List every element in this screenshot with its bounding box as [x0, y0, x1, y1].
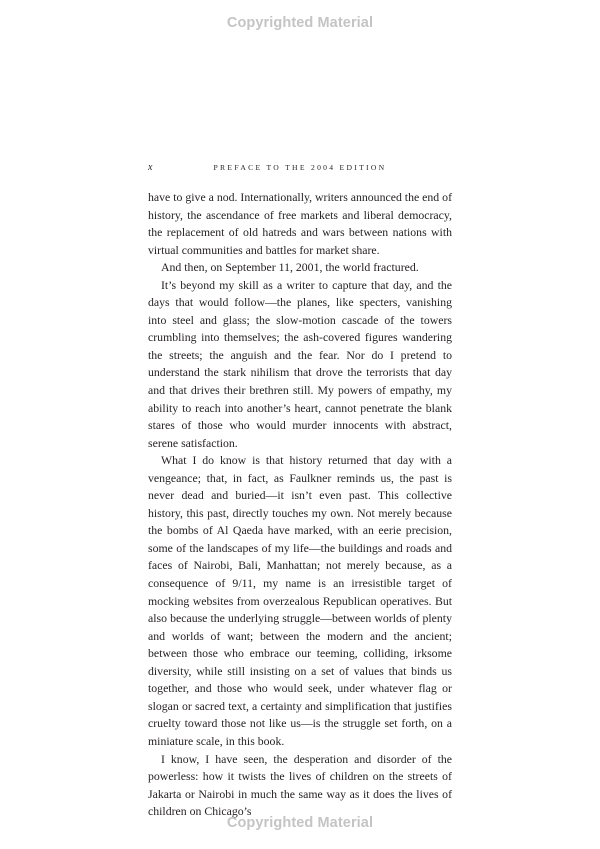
- paragraph: I know, I have seen, the desperation and disorder of the powerless: how it twists the lives of children on the streets of Jakarta or Nairobi in much the same way as it does the lives of children on Chicago’s: [148, 751, 452, 819]
- running-head: [148, 162, 452, 176]
- copyright-watermark-bottom: Copyrighted Material: [226, 815, 374, 831]
- body-text: [148, 189, 452, 821]
- paragraph-continued: have to give a nod. Internationally, writers announced the end of history, the ascendance of free markets and liberal democracy, the replacement of old hatreds and wars between nations with virtual communities and battles for market share.: [148, 190, 452, 257]
- paragraph: And then, on September 11, 2001, the world fractured.: [161, 260, 419, 275]
- page-number: x: [148, 162, 153, 173]
- paragraph: It’s beyond my skill as a writer to capture that day, and the days that would follow—the planes, like specters, vanishing into steel and glass; the slow-motion cascade of the towers crumbling into themselves; the ash-covered figures wandering the streets; the anguish and the fear. Nor do I pretend to understand the stark nihilism that drove the terrorists that day and that drives their brethren still. My powers of empathy, my ability to reach into another’s heart, cannot penetrate the blank stares of those who would murder innocents with abstract, serene satisfaction.: [148, 277, 452, 450]
- copyright-watermark-top: Copyrighted Material: [226, 15, 374, 31]
- paragraph: What I do know is that history returned that day with a vengeance; that, in fact, as Faulkner reminds us, the past is never dead and buried—it isn’t even past. This collective history, this past, directly touches my own. Not merely because the bombs of Al Qaeda have marked, with an eerie precision, some of the landscapes of my life—the buildings and roads and faces of Nairobi, Bali, Manhattan; not merely because, as a consequence of 9/11, my name is an irresistible target of mocking websites from overzealous Republican operatives. But also because the underlying struggle—between worlds of plenty and worlds of want; between the modern and the ancient; between those who embrace our teeming, colliding, irksome diversity, while still insisting on a set of values that binds us together, and those who would seek, under whatever flag or slogan or sacred text, a certainty and simplification that justifies cruelty toward those not like us—is the struggle set forth, on a miniature scale, in this book.: [148, 453, 452, 748]
- running-head-title: PREFACE TO THE 2004 EDITION: [213, 163, 387, 172]
